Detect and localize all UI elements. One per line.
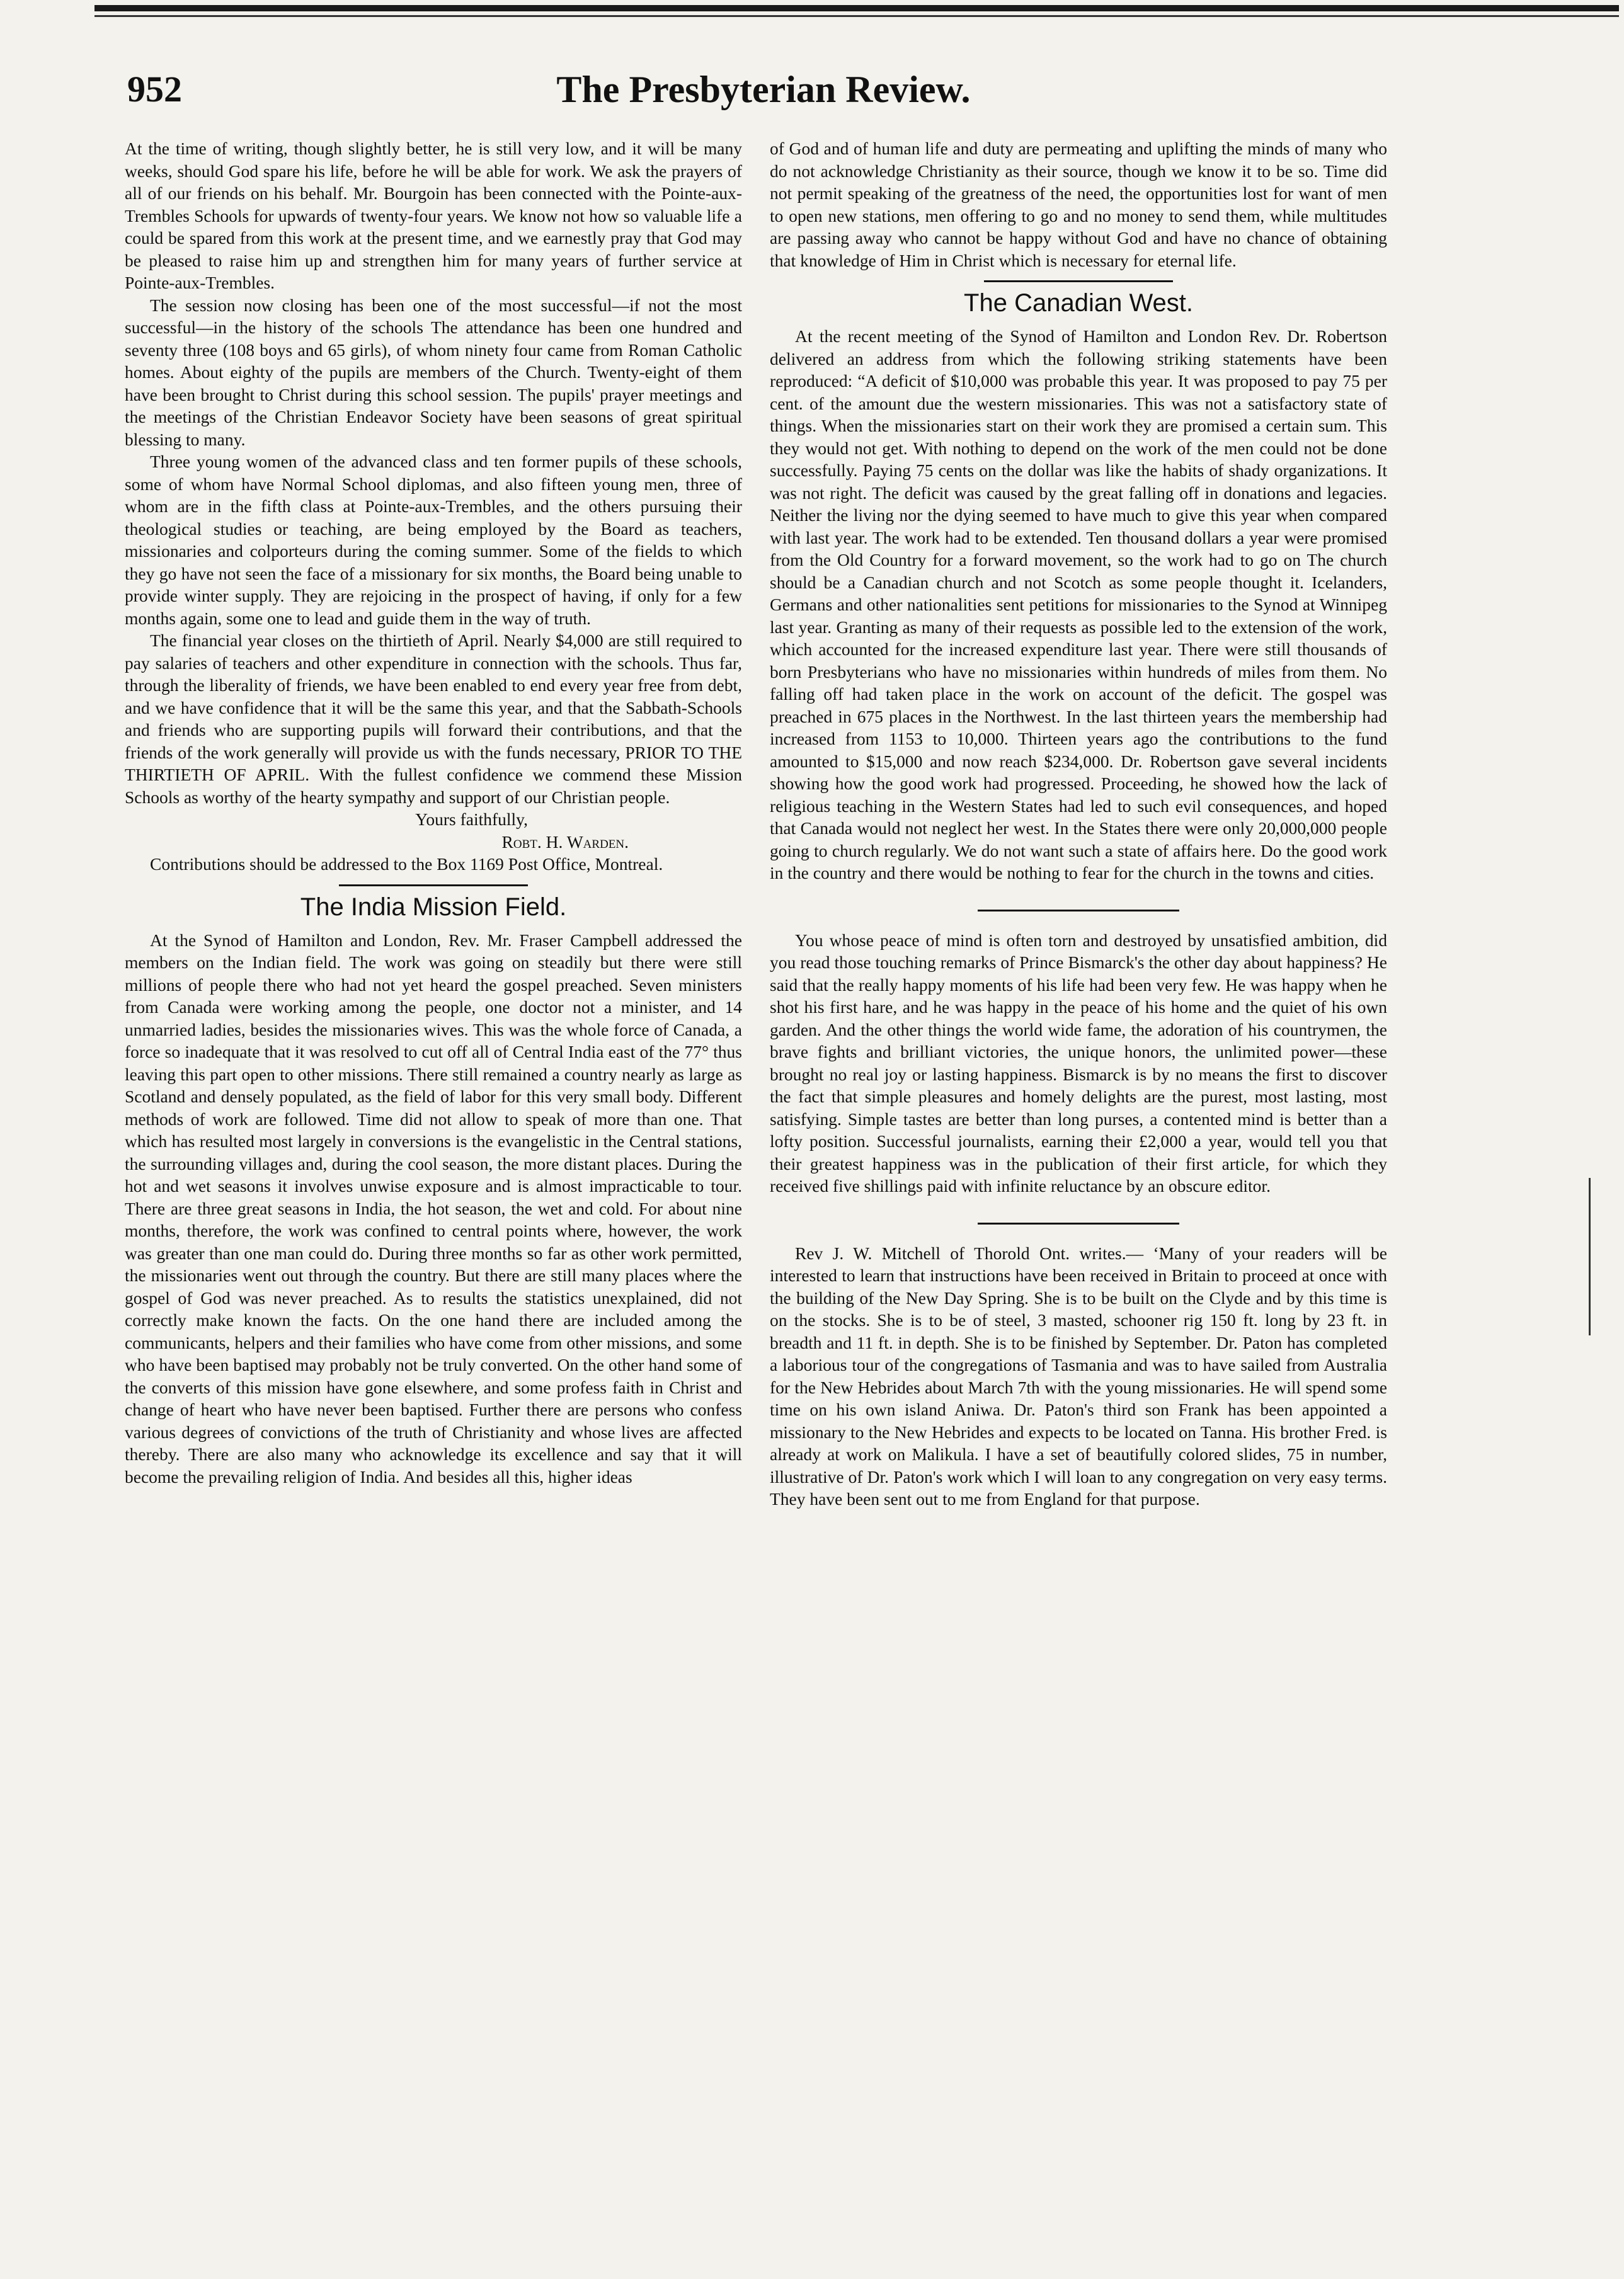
canadian-west-heading: The Canadian West.	[964, 289, 1193, 317]
article-paragraph: At the recent meeting of the Synod of Hamilton and London Rev. Dr. Robertson delivered an address from which the following striking statements have been reproduced: “A deficit of $10,000 was probable this year. It was proposed to pay 75 per cent. of the amount due the western missionaries. This was not a satisfactory state of things. When the missionaries start on their work they are promised a certain sum. This they would not get. With nothing to depend on the work of the men could not be done successfully. Paying 75 cents on the dollar was like the habits of shady organizations. It was not right. The deficit was caused by the great falling off in donations and legacies. Neither the living nor the dying seemed to have much to give this year when compared with last year. The work had to be extended. Ten thousand dollars a year were promised from the Old Country for a forward movement, so the work had to go on The church should be a Canadian church and not Scotch as some people thought it. Icelanders, Germans and other nationalities sent petitions for missionaries to the Synod at Winnipeg last year. Granting as many of their requests as possible led to the extension of the work, which accounted for the increased expenditure last year. There were still thousands of born Presbyterians who have no missionaries within hundreds of miles from them. No falling off had taken place in the work on account of the deficit. The gospel was preached in 675 places in the Northwest. In the last thirteen years the membership had increased from 1153 to 10,000. Thirteen years ago the contributions to the fund amounted to $15,000 and now reach $234,000. Dr. Robertson gave several incidents showing how the good work had progressed. Proceeding, he showed how the lack of religious teaching in the Western States had led to such evil consequences, and hoped that Canada would not neglect her west. In the States there were only 20,000,000 people going to church regularly. We do not want such a state of affairs here. Do the good work in the country and there would be nothing to fear for the church in the towns and cities.	[770, 326, 1387, 882]
article-paragraph: The session now closing has been one of the most successful—if not the most successful—in the history of the schools The attendance has been one hundred and seventy three (108 boys and 65 girls), of whom ninety four came from Roman Catholic homes. About eighty of the pupils are members of the Church. Twenty-eight of them have been brought to Christ during this school session. The pupils' prayer meetings and the meetings of the Christian Endeavor Society have been seasons of great spiritual blessing to many.	[125, 295, 742, 449]
contributions-note: Contributions should be addressed to the Box 1169 Post Office, Montreal.	[150, 854, 663, 874]
article-paragraph: At the time of writing, though slightly better, he is still very low, and it will be many weeks, should God spare his life, before he will be able for work. We ask the prayers of all of our friends on his behalf. Mr. Bourgoin has been connected with the Pointe-aux-Trembles Schools for upwards of twenty-four years. We know not how so valuable life a could be spared from this work at the present time, and we earnestly pray that God may be pleased to raise him up and strengthen him for many years of further service at Pointe-aux-Trembles.	[125, 139, 742, 292]
article-paragraph: Three young women of the advanced class and ten former pupils of these schools, some of whom have Normal School diplomas, and also fifteen young men, three of whom are in the fifth class at Pointe-aux-Trembles, and the others pursuing their theological studies or teaching, are being employed by the Board as teachers, missionaries and colporteurs during the coming summer. Some of the fields to which they go have not seen the face of a missionary for six months, the Board being unable to provide winter supply. They are rejoicing in the prospect of having, if only for a few months again, some one to lead and guide them in the way of truth.	[125, 452, 742, 628]
letter-closing: Yours faithfully,	[415, 809, 528, 829]
running-title: The Presbyterian Review.	[556, 69, 971, 110]
page-header	[127, 68, 1400, 125]
top-border-thin-rule	[94, 15, 1619, 17]
section-divider	[978, 910, 1179, 911]
section-divider	[984, 280, 1173, 282]
right-column	[770, 137, 1387, 1511]
section-divider	[339, 884, 528, 886]
article-paragraph: At the Synod of Hamilton and London, Rev. Mr. Fraser Campbell addressed the members on the Indian field. The work was going on steadily but there were still millions of people there who had not yet heard the gospel preached. Seven ministers from Canada were working among the people, one doctor not a minister, and 14 unmarried ladies, besides the missionaries wives. This was the whole force of Canada, a force so inadequate that it was resolved to cut off all of Central India east of the 77° thus leaving this part open to other missions. There still remained a country nearly as large as Scotland and densely populated, as the field of labor for this very small body. Different methods of work are followed. Time did not allow to speak of more than one. That which has resulted most largely in conversions is the evangelistic in the Central stations, the surrounding villages and, during the cool season, the more distant places. During the hot and wet seasons it involves unwise exposure and is almost impracticable to tour. There are three great seasons in India, the hot season, the wet and cold. For about nine months, therefore, the work was confined to central points where, however, the work was greater than one man could do. During three months so far as other work permitted, the missionaries went out through the country. But there are still many places where the gospel of God was never preached. As to results the statistics unexplained, did not correctly make known the facts. On the one hand there are included among the communicants, helpers and their families who have come from other missions, and some who have been baptised may probably not be truly converted. On the other hand some of the converts of this mission have gone elsewhere, and some profess faith in Christ and change of heart who have never been baptised. Further there are persons who confess various degrees of convictions of the truth of Christianity and whose lives are affected thereby. There are also many who acknowledge its excellence and say that it will become the prevailing religion of India. And besides all this, higher ideas	[125, 930, 742, 1487]
top-border-rule	[94, 5, 1619, 11]
article-paragraph: of God and of human life and duty are permeating and uplifting the minds of many who do not acknowledge Christianity as their source, though we know it to be so. Time did not permit speaking of the greatness of the need, the opportunities lost for want of men to open new stations, men offering to go and no money to send them, while multitudes are passing away who cannot be happy without God and have no chance of obtaining that knowledge of Him in Christ which is necessary for eternal life.	[770, 139, 1387, 270]
page-number: 952	[127, 69, 182, 110]
letter-signature: Robt. H. Warden.	[501, 831, 629, 852]
article-paragraph: Rev J. W. Mitchell of Thorold Ont. writes.— ‘Many of your readers will be interested to learn that instructions have been received in Britain to proceed at once with the building of the New Day Spring. She is to be built on the Clyde and by this time is on the stocks. She is to be of steel, 3 masted, schooner rig 150 ft. long by 23 ft. in breadth and 11 ft. in depth. She is to be finished by September. Dr. Paton has completed a laborious tour of the congregations of Tasmania and was to have sailed from Australia for the New Hebrides about March 7th with the young missionaries. He will spend some time on his own island Aniwa. Dr. Paton's third son Frank has been appointed a missionary to the New Hebrides and expects to be located on Tanna. His brother Fred. is already at work on Malikula. I have a set of beautifully colored slides, 75 in number, illustrative of Dr. Paton's work which I will loan to any congregation on very easy terms. They have been sent out to me from England for that purpose.	[770, 1243, 1387, 1509]
section-divider	[978, 1223, 1179, 1225]
article-paragraph: You whose peace of mind is often torn and destroyed by unsatisfied ambition, did you read those touching remarks of Prince Bismarck's the other day about happiness? He said that the really happy moments of his life had been very few. He was happy when he shot his first hare, and he was happy in the peace of his home and the quiet of his own garden. And the other things the world wide fame, the adoration of his countrymen, the brave fights and brilliant victories, the unique honors, the unlimited power—these brought no real joy or lasting happiness. Bismarck is by no means the first to discover the fact that simple pleasures and homely delights are the purest, most lasting, most satisfying. Simple tastes are better than long purses, a contented mind is better than a lofty position. Successful journalists, earning their £2,000 a year, would tell you that their greatest happiness was in the publication of their first article, for which they received five shillings paid with infinite reluctance by an obscure editor.	[770, 930, 1387, 1196]
article-paragraph: The financial year closes on the thirtieth of April. Nearly $4,000 are still required to pay salaries of teachers and other expenditure in connection with the schools. Thus far, through the liberality of friends, we have been enabled to end every year free from debt, and we have confidence that it will be the same this year, and that the Sabbath-Schools and friends who are supporting pupils will forward their contributions, and that the friends of the work generally will provide us with the funds necessary, PRIOR TO THE THIRTIETH OF APRIL. With the fullest confidence we commend these Mission Schools as worthy of the hearty sympathy and support of our Christian people.	[125, 631, 742, 807]
left-column	[125, 137, 742, 1488]
margin-scan-mark	[1589, 1178, 1604, 1335]
india-mission-heading: The India Mission Field.	[300, 893, 567, 921]
